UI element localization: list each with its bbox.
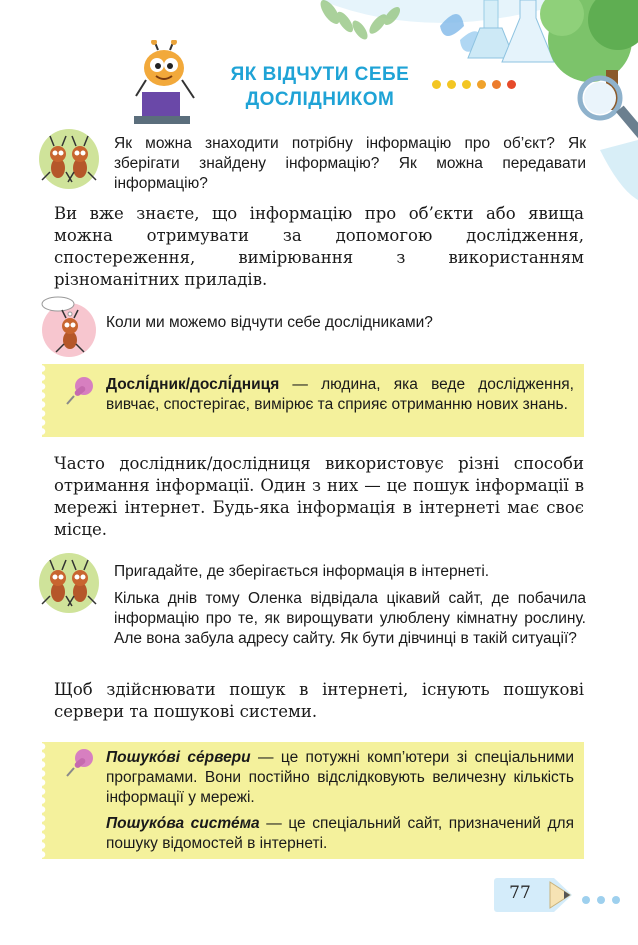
- page-title: [210, 62, 430, 112]
- page-title-line-1: ЯК ВІДЧУТИ СЕБЕ: [230, 64, 410, 85]
- definition-search-system-term: Пошуко́ва систе́ма: [106, 815, 260, 832]
- paragraph-3: Щоб здійснювати пошук в інтернеті, існують пошукові сервери та пошукові системи.: [54, 680, 584, 721]
- definition-box-1: [42, 364, 584, 437]
- title-dot: [477, 80, 486, 89]
- definition-search-system-text: — це спеціальний сайт, призначений для пошуку відомостей в інтернеті.: [106, 815, 574, 852]
- title-dot: [432, 80, 441, 89]
- question-2: Коли ми можемо відчути себе дослідниками?: [106, 314, 433, 331]
- title-dot: [462, 80, 471, 89]
- page-number: 77: [509, 883, 531, 903]
- pencil-icon: [536, 878, 574, 912]
- push-pin-icon: [64, 746, 96, 778]
- definition-researcher-text: — людина, яка веде дослідження, вивчає, спостерігає, вимірює та сприяє отриманню нових знань.: [106, 376, 574, 413]
- page-title-line-2: ДОСЛІДНИКОМ: [245, 89, 395, 110]
- paragraph-2: Часто дослідник/дослідниця використовує різні способи отримання інформації. Один з них — це пошук інформації в мережі інтернет. Будь-яка інформація в інтернеті має своє місце.: [54, 454, 584, 539]
- mascot-icon: [128, 40, 208, 130]
- title-dot: [447, 80, 456, 89]
- question-3: Пригадайте, де зберігається інформація в інтернеті.: [114, 563, 490, 580]
- definition-researcher: [106, 375, 574, 415]
- story-text: Кілька днів тому Оленка відвідала цікавий сайт, де побачила інформацію про те, як вирощувати улюблену кімнатну рослину. Але вона забула адресу сайту. Як бути дівчинці в такій ситуації?: [114, 590, 586, 647]
- definition-search-system: [106, 814, 574, 854]
- definition-search-servers-term: Пошуко́ві се́рвери: [106, 749, 251, 766]
- page-dots: [582, 891, 627, 909]
- push-pin-icon: [64, 374, 96, 406]
- ants-icon: [38, 552, 100, 614]
- definition-search-servers: [106, 748, 574, 808]
- title-dot: [492, 80, 501, 89]
- ant-thinking-icon: [36, 296, 102, 358]
- ants-icon: [38, 128, 100, 190]
- definition-box-2: [42, 742, 584, 859]
- title-dot: [507, 80, 516, 89]
- question-1: Як можна знаходити потрібну інформацію про об’єкт? Як зберігати знайдену інформацію? Як можна передавати інформацію?: [114, 135, 586, 192]
- paragraph-1: Ви вже знаєте, що інформацію про об’єкти або явища можна отримувати за допомогою дослідження, спостереження, вимірювання з використанням різноманітних приладів.: [54, 204, 584, 289]
- title-dots: [432, 76, 522, 94]
- definition-researcher-term: Дослі́дник/дослі́дниця: [106, 376, 280, 393]
- definition-search-servers-text: — це потужні комп’ютери зі спеціальними програмами. Вони постійно відслідковують величезну кількість інформації у мережі.: [106, 749, 574, 806]
